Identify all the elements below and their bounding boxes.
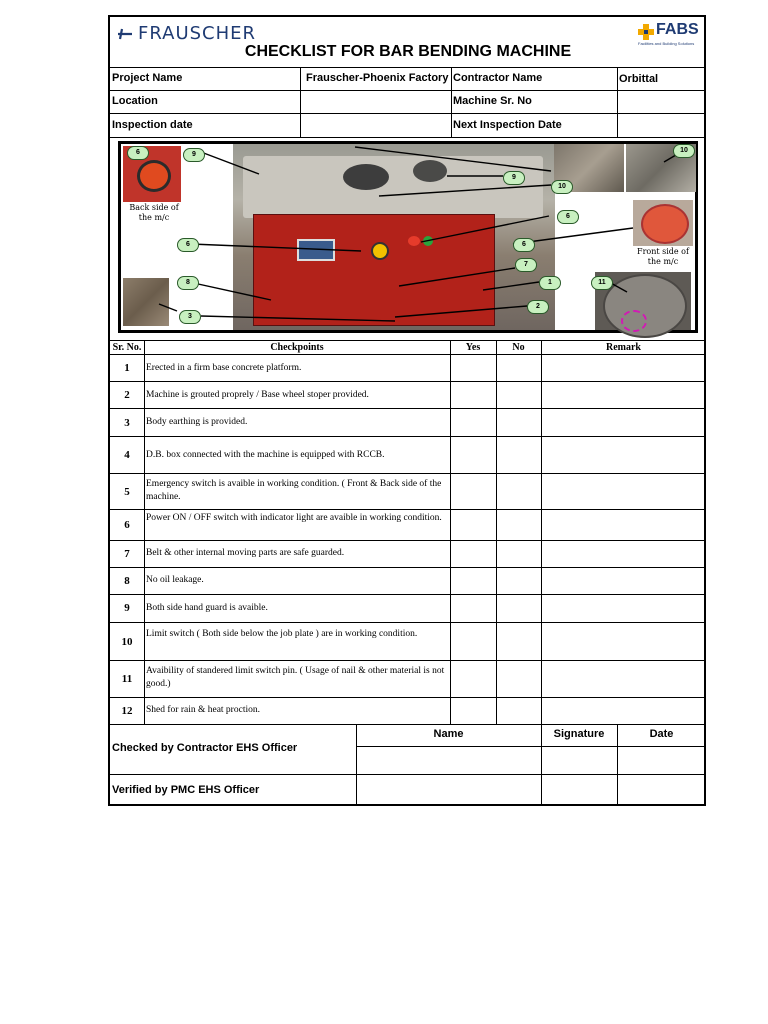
checkpoint-text: No oil leakage. xyxy=(146,575,204,585)
machine-sr-label: Machine Sr. No xyxy=(453,95,532,107)
checkpoint-text: D.B. box connected with the machine is equipped with RCCB. xyxy=(146,450,385,460)
page-title: CHECKLIST FOR BAR BENDING MACHINE xyxy=(244,43,572,60)
row-number: 9 xyxy=(124,602,130,614)
project-name-label: Project Name xyxy=(112,72,183,84)
row-number: 8 xyxy=(124,575,130,587)
fabs-mark-icon xyxy=(638,24,654,40)
callout-tag: 1 xyxy=(539,276,561,290)
no-header: No xyxy=(512,342,525,353)
callout-tag: 10 xyxy=(673,144,695,158)
row-number: 5 xyxy=(124,486,130,498)
callout-tag: 6 xyxy=(557,210,579,224)
callout-tag: 6 xyxy=(513,238,535,252)
row-number: 11 xyxy=(121,673,133,685)
callout-arrows xyxy=(121,144,695,330)
remark-header: Remark xyxy=(606,342,641,353)
contractor-name-value: Orbittal xyxy=(619,73,659,85)
checkpoint-text: Machine is grouted proprely / Base wheel stoper provided. xyxy=(146,390,369,400)
checkpoint-text: Emergency switch is avaible in working condition. ( Front & Back side of the machine. xyxy=(146,479,442,502)
signature-header: Signature xyxy=(553,728,605,740)
checkpoint-text: Belt & other internal moving parts are safe guarded. xyxy=(146,548,345,558)
checked-by-label: Checked by Contractor EHS Officer xyxy=(112,742,298,754)
row-number: 6 xyxy=(124,519,130,531)
row-number: 3 xyxy=(124,417,130,429)
checkpoint-text: Both side hand guard is avaible. xyxy=(146,603,268,613)
location-label: Location xyxy=(112,95,158,107)
row-number: 1 xyxy=(124,362,130,374)
callout-tag: 7 xyxy=(515,258,537,272)
row-number: 7 xyxy=(124,548,130,560)
fabs-tagline: Facilities and Building Solutions xyxy=(638,41,695,46)
name-header: Name xyxy=(433,728,464,740)
checkpoint-text: Limit switch ( Both side below the job plate ) are in working condition. xyxy=(146,629,418,639)
callout-tag: 2 xyxy=(527,300,549,314)
callout-tag: 8 xyxy=(177,276,199,290)
verified-by-label: Verified by PMC EHS Officer xyxy=(112,784,260,796)
callout-tag: 10 xyxy=(551,180,573,194)
frauscher-logo-text: FRAUSCHER xyxy=(138,23,257,44)
callout-tag: 9 xyxy=(183,148,205,162)
row-number: 12 xyxy=(121,705,133,717)
checkpoint-text: Avaibility of standered limit switch pin. ( Usage of nail & other material is not good.) xyxy=(146,666,445,689)
checkpoint-text: Shed for rain & heat proction. xyxy=(146,705,260,715)
inspection-date-label: Inspection date xyxy=(112,119,193,131)
frauscher-mark-icon xyxy=(116,26,134,42)
contractor-name-label: Contractor Name xyxy=(453,72,543,84)
yes-header: Yes xyxy=(465,342,481,353)
machine-photo-panel xyxy=(118,141,698,333)
checkpoint-text: Erected in a firm base concrete platform. xyxy=(146,363,302,373)
back-side-caption: Back side of the m/c xyxy=(129,203,179,222)
callout-tag: 9 xyxy=(503,171,525,185)
row-number: 4 xyxy=(124,449,130,461)
checkpoint-text: Power ON / OFF switch with indicator light are avaible in working condition. xyxy=(146,513,442,523)
date-header: Date xyxy=(649,728,674,740)
callout-tag: 11 xyxy=(591,276,613,290)
sr-no-header: Sr. No. xyxy=(112,342,142,353)
row-number: 10 xyxy=(121,636,133,648)
fabs-logo-text: FABS xyxy=(656,21,699,38)
callout-tag: 6 xyxy=(177,238,199,252)
checklist-sheet xyxy=(108,15,706,806)
checkpoint-text: Body earthing is provided. xyxy=(146,417,248,427)
checkpoints-header: Checkpoints xyxy=(270,342,324,353)
project-name-value: Frauscher-Phoenix Factory xyxy=(306,72,449,84)
front-side-caption: Front side of the m/c xyxy=(637,247,689,266)
callout-tag: 3 xyxy=(179,310,201,324)
next-inspection-label: Next Inspection Date xyxy=(453,119,562,131)
callout-tag: 6 xyxy=(127,146,149,160)
row-number: 2 xyxy=(124,389,130,401)
